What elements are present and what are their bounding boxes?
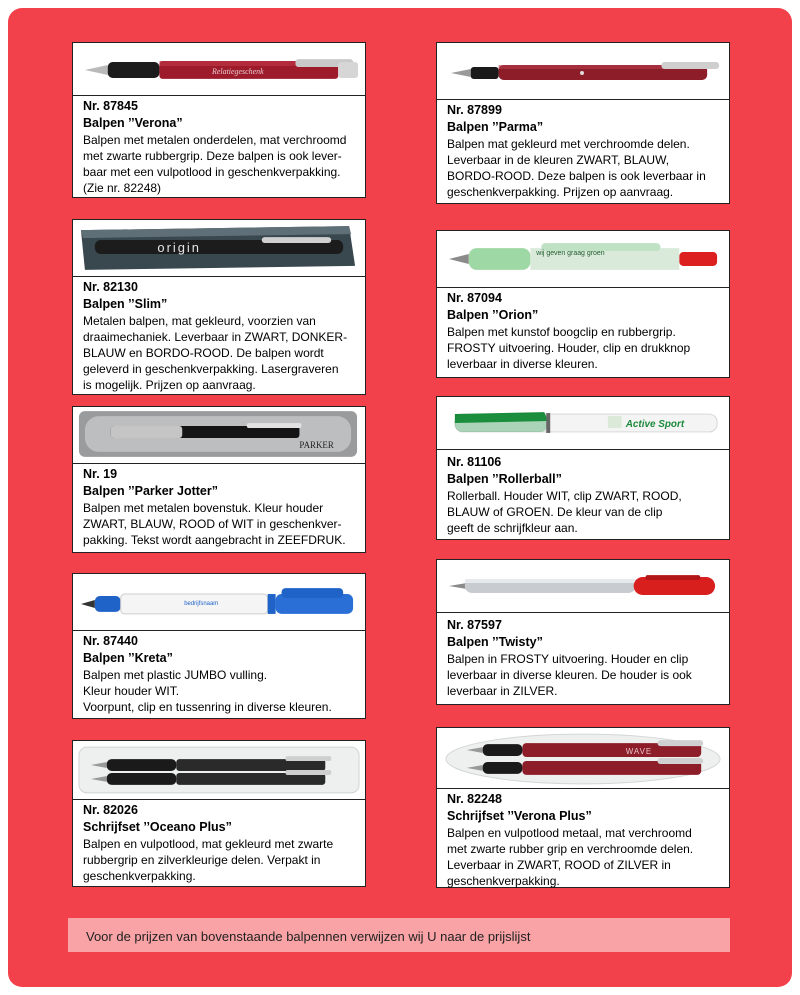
product-text — [447, 454, 721, 536]
product-image-orion — [437, 231, 729, 288]
product-description: Balpen met plastic JUMBO vulling. Kleur houder WIT. Voorpunt, clip en tussenring in diverse kleuren. — [83, 668, 332, 714]
product-title: Balpen ’’Parma” — [447, 120, 544, 134]
product-number: Nr. 87440 — [83, 634, 138, 648]
product-image-parker — [73, 407, 365, 464]
product-title: Balpen ’’Parker Jotter” — [83, 484, 219, 498]
product-text — [83, 98, 357, 196]
pen-imprint: bedrijfsnaam — [184, 600, 219, 607]
product-number: Nr. 87899 — [447, 103, 502, 117]
product-text — [447, 791, 721, 889]
pen-imprint: Active Sport — [625, 418, 685, 430]
product-title: Balpen ’’Kreta” — [83, 651, 173, 665]
pen-imprint: wij geven graag groen — [536, 250, 605, 258]
price-list-note — [68, 918, 730, 952]
pen-imprint: WAVE — [625, 747, 653, 757]
product-number: Nr. 19 — [83, 467, 118, 481]
product-text — [447, 617, 721, 699]
product-description: Rollerball. Houder WIT, clip ZWART, ROOD, BLAUW of GROEN. De kleur van de clip geeft de schrijfkleur aan. — [447, 489, 682, 535]
product-card-82248 — [436, 727, 730, 888]
product-image-rollerball — [437, 397, 729, 450]
product-text — [447, 290, 721, 372]
product-text — [83, 466, 357, 548]
product-image-parma — [437, 43, 729, 100]
product-card-82130 — [72, 219, 366, 395]
product-number: Nr. 82248 — [447, 792, 502, 806]
price-list-note-text: Voor de prijzen van bovenstaande balpennen verwijzen wij U naar de prijslijst — [86, 929, 531, 944]
product-image-kreta — [73, 574, 365, 631]
product-image-slim — [73, 220, 365, 277]
product-number: Nr. 87094 — [447, 291, 502, 305]
product-title: Balpen ’’Orion” — [447, 308, 539, 322]
product-number: Nr. 87597 — [447, 618, 502, 632]
product-card-87597 — [436, 559, 730, 705]
product-description: Balpen in FROSTY uitvoering. Houder en clip leverbaar in diverse kleuren. De houder is ook leverbaar in ZILVER. — [447, 652, 692, 698]
product-image-oceano-plus — [73, 741, 365, 800]
product-description: Balpen met metalen bovenstuk. Kleur houder ZWART, BLAUW, ROOD of WIT in geschenkver- pakking. Tekst wordt aangebracht in ZEEFDRUK. — [83, 501, 346, 547]
product-text — [447, 102, 721, 200]
product-number: Nr. 82026 — [83, 803, 138, 817]
product-card-82026 — [72, 740, 366, 887]
pen-imprint: PARKER — [299, 439, 334, 450]
product-number: Nr. 81106 — [447, 455, 502, 469]
product-description: Metalen balpen, mat gekleurd, voorzien van draaimechaniek. Leverbaar in ZWART, DONKER- BLAUW en BORDO-ROOD. De balpen wordt geleverd in geschenkverpakking. Lasergraveren is mogelijk. Prijzen op aanvraag. — [83, 314, 348, 392]
pen-imprint: origin — [157, 239, 201, 255]
product-title: Balpen ’’Twisty” — [447, 635, 543, 649]
product-title: Balpen ’’Rollerball” — [447, 472, 562, 486]
product-description: Balpen met kunstof boogclip en rubbergrip. FROSTY uitvoering. Houder, clip en drukknop leverbaar in diverse kleuren. — [447, 325, 691, 371]
product-text — [83, 633, 357, 715]
product-card-81106 — [436, 396, 730, 540]
product-card-87440 — [72, 573, 366, 719]
product-description: Balpen en vulpotlood, mat gekleurd met zwarte rubbergrip en zilverkleurige delen. Verpakt in geschenkverpakking. — [83, 837, 334, 883]
product-card-87899 — [436, 42, 730, 204]
product-image-verona — [73, 43, 365, 96]
product-description: Balpen met metalen onderdelen, mat verchroomd met zwarte rubbergrip. Deze balpen is ook lever- baar met een vulpotlood in geschenkverpakking. (Zie nr. 82248) — [83, 133, 347, 195]
product-image-verona-plus — [437, 728, 729, 789]
product-card-19 — [72, 406, 366, 553]
product-text — [83, 802, 357, 884]
pen-imprint: Relatiegeschenk — [212, 66, 264, 76]
product-text — [83, 279, 357, 393]
product-card-87845 — [72, 42, 366, 198]
product-number: Nr. 87845 — [83, 99, 138, 113]
product-number: Nr. 82130 — [83, 280, 138, 294]
product-image-twisty — [437, 560, 729, 613]
product-title: Schrijfset ’’Verona Plus” — [447, 809, 592, 823]
product-title: Balpen ’’Slim” — [83, 297, 168, 311]
product-title: Balpen ’’Verona” — [83, 116, 183, 130]
product-title: Schrijfset ’’Oceano Plus” — [83, 820, 232, 834]
product-card-87094 — [436, 230, 730, 378]
product-description: Balpen mat gekleurd met verchroomde delen. Leverbaar in de kleuren ZWART, BLAUW, BORDO-ROOD. Deze balpen is ook leverbaar in geschenkverpakking. Prijzen op aanvraag. — [447, 137, 706, 199]
product-description: Balpen en vulpotlood metaal, mat verchroomd met zwarte rubber grip en verchroomde delen. Leverbaar in ZWART, ROOD of ZILVER in geschenkverpakking. — [447, 826, 694, 888]
